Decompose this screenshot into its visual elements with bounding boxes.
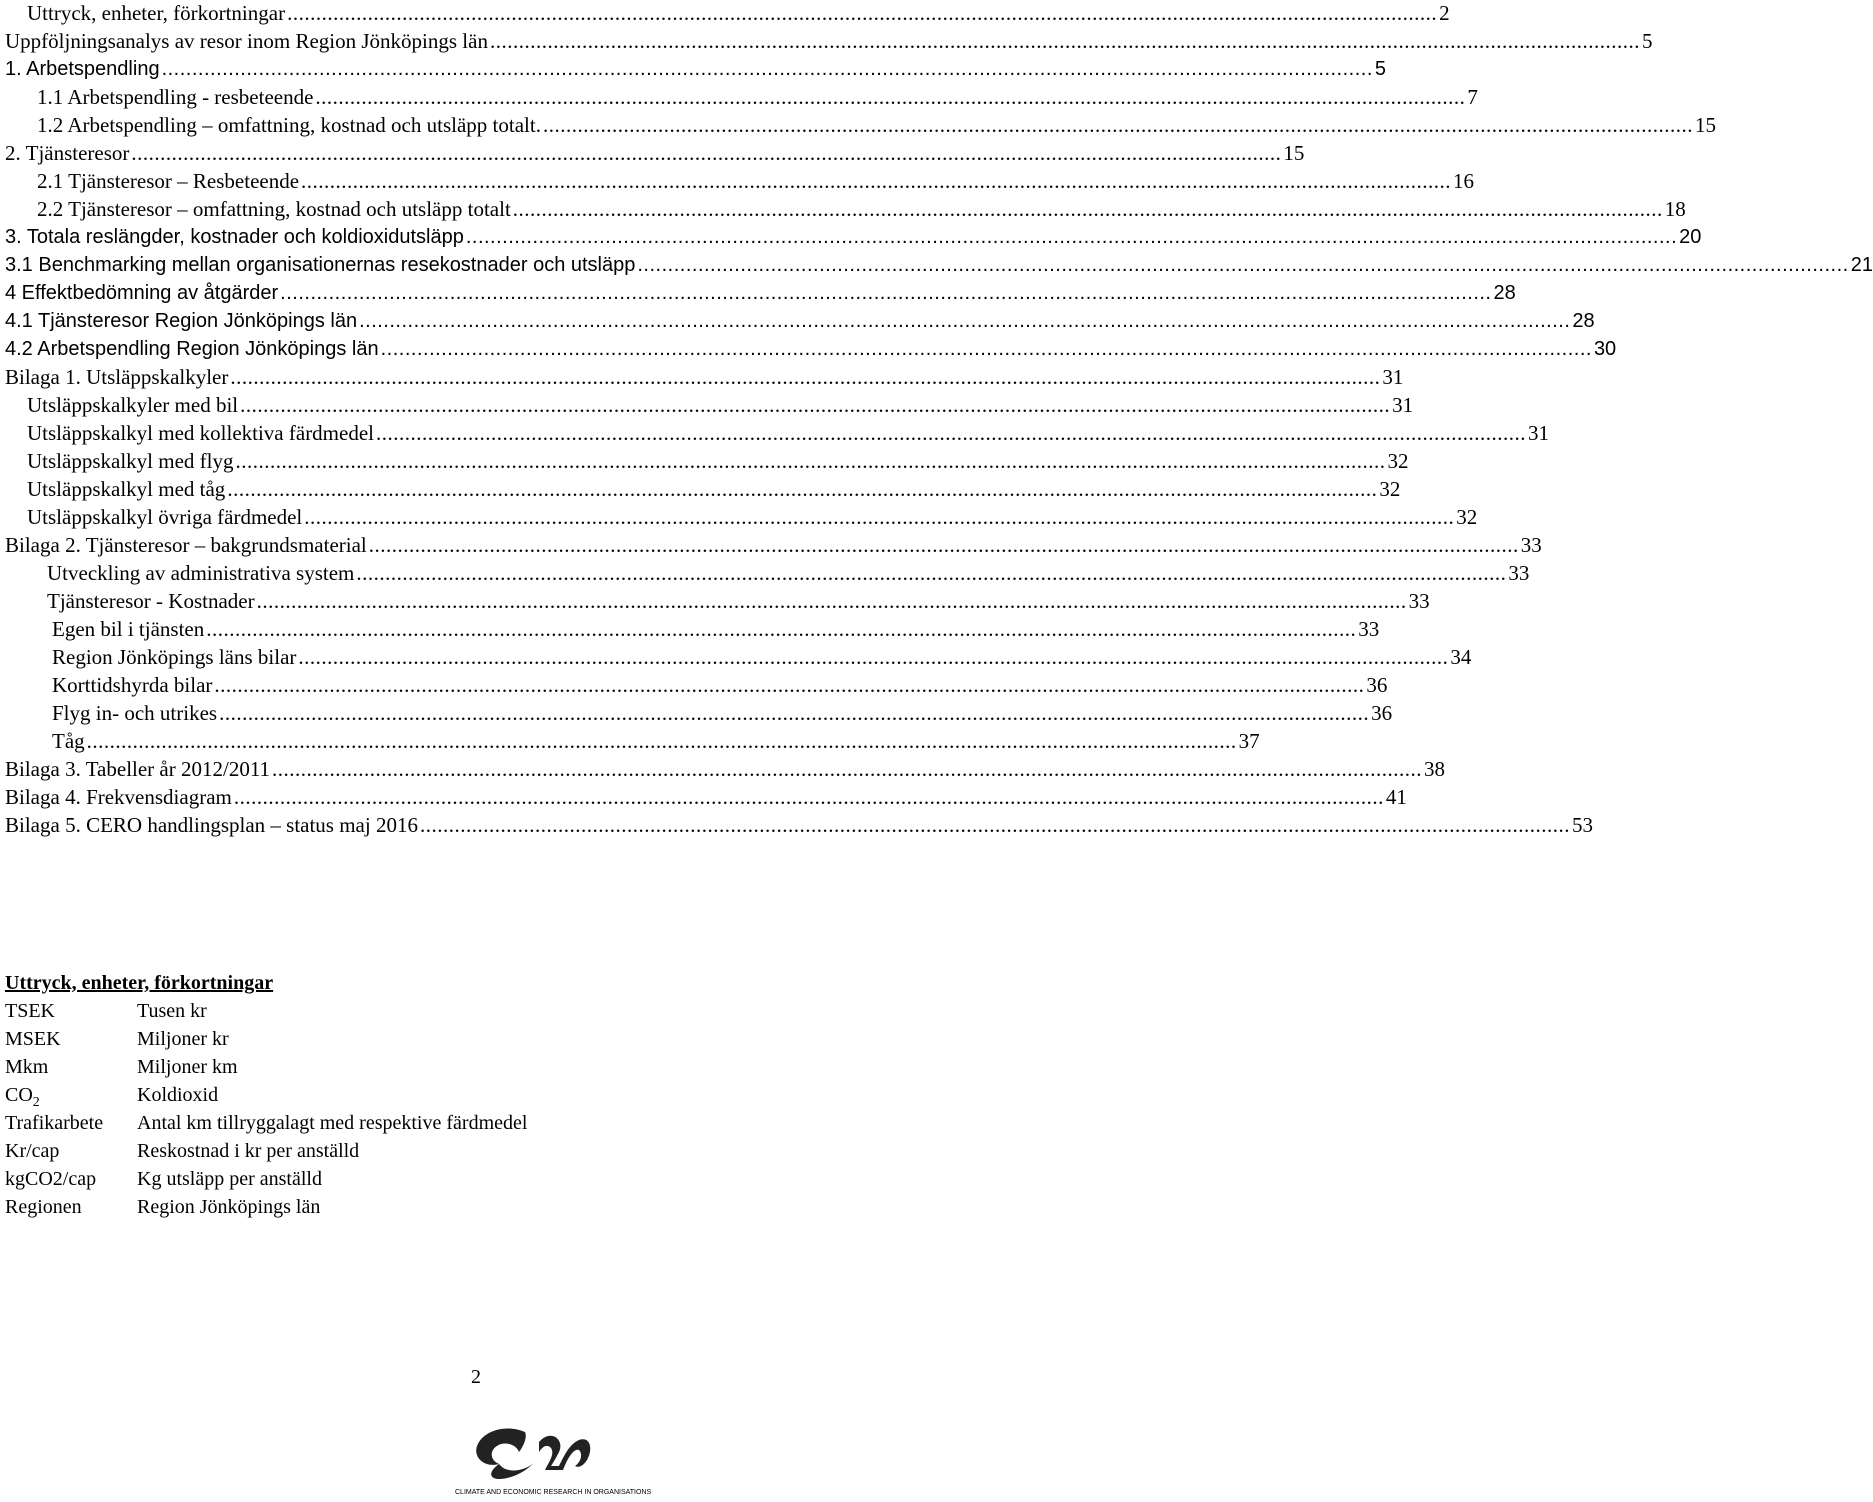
toc-leader-dots: ........................................................................................................................................................................................................ xyxy=(287,1,1438,25)
abbreviation-term: Regionen xyxy=(5,1196,82,1218)
abbreviation-term: MSEK xyxy=(5,1028,61,1050)
logo-caption: CLIMATE AND ECONOMIC RESEARCH IN ORGANISATIONS xyxy=(455,1489,652,1496)
toc-leader-dots: ........................................................................................................................................................................................................ xyxy=(161,58,1373,80)
toc-entry-label: Utsläppskalkyler med bil xyxy=(27,393,239,417)
toc-entry-label: Uppföljningsanalys av resor inom Region Jönköpings län xyxy=(5,29,488,53)
toc-leader-dots: ........................................................................................................................................................................................................ xyxy=(380,338,1592,360)
toc-entry-page: 2 xyxy=(1439,1,1450,25)
toc-leader-dots: ........................................................................................................................................................................................................ xyxy=(512,197,1663,221)
toc-entry[interactable] xyxy=(47,560,1530,586)
toc-entry[interactable] xyxy=(52,728,1260,754)
toc-entry[interactable] xyxy=(52,700,1393,726)
toc-entry-page: 20 xyxy=(1679,226,1702,248)
toc-leader-dots: ........................................................................................................................................................................................................ xyxy=(240,393,1391,417)
toc-entry-page: 7 xyxy=(1467,85,1478,109)
abbreviation-term: kgCO2/cap xyxy=(5,1168,97,1190)
abbreviation-meaning: Miljoner km xyxy=(137,1056,238,1078)
toc-entry-label: Utveckling av administrativa system xyxy=(47,561,355,585)
toc-entry-page: 32 xyxy=(1387,449,1409,473)
toc-entry-label: 1. Arbetspendling xyxy=(5,58,160,80)
toc-entry-page: 31 xyxy=(1528,421,1549,445)
abbreviation-meaning: Kg utsläpp per anställd xyxy=(137,1168,322,1190)
toc-entry-label: Flyg in- och utrikes xyxy=(52,701,218,725)
toc-entry[interactable] xyxy=(5,28,1653,54)
toc-entry[interactable] xyxy=(27,448,1409,474)
toc-entry-page: 31 xyxy=(1382,365,1404,389)
toc-entry-label: Utsläppskalkyl med tåg xyxy=(27,477,226,501)
toc-entry-page: 18 xyxy=(1664,197,1686,221)
toc-entry[interactable] xyxy=(27,504,1478,530)
toc-entry-label: 3. Totala reslängder, kostnader och koldioxidutsläpp xyxy=(5,226,464,248)
toc-leader-dots: ........................................................................................................................................................................................................ xyxy=(272,757,1423,781)
toc-entry[interactable] xyxy=(5,56,1387,82)
toc-entry-page: 36 xyxy=(1371,701,1393,725)
toc-entry-page: 5 xyxy=(1374,58,1387,80)
toc-entry-label: Uttryck, enheter, förkortningar xyxy=(27,1,286,25)
toc-entry-page: 34 xyxy=(1450,645,1472,669)
toc-entry[interactable] xyxy=(52,616,1380,642)
toc-entry-label: Korttidshyrda bilar xyxy=(52,673,213,697)
toc-leader-dots: ........................................................................................................................................................................................................ xyxy=(542,113,1693,137)
toc-entry[interactable] xyxy=(5,140,1305,166)
toc-leader-dots: ........................................................................................................................................................................................................ xyxy=(235,449,1386,473)
toc-leader-dots: ........................................................................................................................................................................................................ xyxy=(227,477,1378,501)
toc-leader-dots: ........................................................................................................................................................................................................ xyxy=(298,645,1449,669)
toc-leader-dots: ........................................................................................................................................................................................................ xyxy=(637,254,1849,276)
toc-leader-dots: ........................................................................................................................................................................................................ xyxy=(256,589,1407,613)
toc-entry-page: 28 xyxy=(1493,282,1516,304)
toc-entry[interactable] xyxy=(52,672,1388,698)
toc-entry-page: 15 xyxy=(1283,141,1305,165)
toc-entry-label: 1.2 Arbetspendling – omfattning, kostnad och utsläpp totalt. xyxy=(37,113,541,137)
toc-entry-label: 4 Effektbedömning av åtgärder xyxy=(5,282,279,304)
toc-entry-label: Bilaga 1. Utsläppskalkyler xyxy=(5,365,229,389)
toc-leader-dots: ........................................................................................................................................................................................................ xyxy=(376,421,1526,445)
abbreviation-meaning: Miljoner kr xyxy=(137,1028,229,1050)
toc-entry-label: 2.2 Tjänsteresor – omfattning, kostnad och utsläpp totalt xyxy=(37,197,511,221)
toc-entry-label: Utsläppskalkyl med kollektiva färdmedel xyxy=(27,421,374,445)
toc-entry-label: 2. Tjänsteresor xyxy=(5,141,130,165)
toc-entry[interactable] xyxy=(5,336,1617,362)
toc-entry[interactable] xyxy=(5,784,1407,810)
abbreviation-term: Trafikarbete xyxy=(5,1112,104,1134)
toc-entry-label: 1.1 Arbetspendling - resbeteende xyxy=(37,85,314,109)
abbreviation-term-subscript: 2 xyxy=(32,1095,40,1110)
toc-entry[interactable] xyxy=(52,644,1472,670)
toc-entry[interactable] xyxy=(27,0,1450,26)
toc-entry-label: 4.1 Tjänsteresor Region Jönköpings län xyxy=(5,310,358,332)
toc-entry[interactable] xyxy=(37,112,1716,138)
abbreviation-term-base: CO xyxy=(5,1084,33,1106)
toc-leader-dots: ........................................................................................................................................................................................................ xyxy=(214,673,1365,697)
cero-logo-icon xyxy=(455,1418,655,1497)
toc-entry-page: 15 xyxy=(1694,113,1716,137)
toc-leader-dots: ........................................................................................................................................................................................................ xyxy=(359,310,1571,332)
toc-entry-label: Region Jönköpings läns bilar xyxy=(52,645,297,669)
toc-entry-label: Egen bil i tjänsten xyxy=(52,617,205,641)
toc-entry-label: Bilaga 2. Tjänsteresor – bakgrundsmaterial xyxy=(5,533,367,557)
toc-entry-label: Tåg xyxy=(52,729,85,753)
toc-leader-dots: ........................................................................................................................................................................................................ xyxy=(489,29,1640,53)
toc-entry-label: Bilaga 3. Tabeller år 2012/2011 xyxy=(5,757,271,781)
toc-entry[interactable] xyxy=(5,308,1595,334)
toc-leader-dots: ........................................................................................................................................................................................................ xyxy=(219,701,1370,725)
toc-leader-dots: ........................................................................................................................................................................................................ xyxy=(368,533,1519,557)
toc-entry[interactable] xyxy=(5,756,1446,782)
abbreviation-term: Kr/cap xyxy=(5,1140,60,1162)
toc-entry-page: 41 xyxy=(1385,785,1407,809)
abbreviation-term: TSEK xyxy=(5,1000,55,1022)
toc-entry-label: Bilaga 4. Frekvensdiagram xyxy=(5,785,232,809)
abbreviations-heading: Uttryck, enheter, förkortningar xyxy=(5,972,274,994)
toc-entry-page: 33 xyxy=(1520,533,1542,557)
toc-leader-dots: ........................................................................................................................................................................................................ xyxy=(233,785,1384,809)
abbreviation-meaning: Tusen kr xyxy=(137,1000,207,1022)
toc-entry-label: Tjänsteresor - Kostnader xyxy=(47,589,255,613)
toc-entry-page: 32 xyxy=(1456,505,1478,529)
page-number: 2 xyxy=(471,1366,481,1388)
toc-entry-page: 33 xyxy=(1508,561,1530,585)
toc-entry-page: 21 xyxy=(1850,254,1873,276)
toc-leader-dots: ........................................................................................................................................................................................................ xyxy=(280,282,1492,304)
toc-entry[interactable] xyxy=(5,252,1873,278)
toc-entry-page: 32 xyxy=(1379,477,1401,501)
toc-entry[interactable] xyxy=(5,532,1542,558)
abbreviation-meaning: Reskostnad i kr per anställd xyxy=(137,1140,360,1162)
toc-entry-page: 16 xyxy=(1453,169,1475,193)
toc-entry-label: Bilaga 5. CERO handlingsplan – status maj 2016 xyxy=(5,813,418,837)
toc-entry[interactable] xyxy=(5,280,1516,306)
toc-entry[interactable] xyxy=(37,196,1686,222)
toc-leader-dots: ........................................................................................................................................................................................................ xyxy=(419,813,1570,837)
abbreviation-meaning: Koldioxid xyxy=(137,1084,219,1106)
toc-entry[interactable] xyxy=(37,84,1478,110)
toc-entry-page: 28 xyxy=(1572,310,1595,332)
toc-entry-label: 4.2 Arbetspendling Region Jönköpings län xyxy=(5,338,379,360)
toc-entry-page: 33 xyxy=(1408,589,1430,613)
abbreviation-meaning: Antal km tillryggalagt med respektive färdmedel xyxy=(137,1112,528,1134)
toc-entry[interactable] xyxy=(5,364,1404,390)
toc-leader-dots: ........................................................................................................................................................................................................ xyxy=(465,226,1678,248)
toc-leader-dots: ........................................................................................................................................................................................................ xyxy=(131,141,1282,165)
toc-entry[interactable] xyxy=(5,224,1702,250)
abbreviation-meaning: Region Jönköpings län xyxy=(137,1196,321,1218)
toc-leader-dots: ........................................................................................................................................................................................................ xyxy=(304,505,1455,529)
abbreviation-term: Mkm xyxy=(5,1056,49,1078)
toc-entry-page: 38 xyxy=(1424,757,1446,781)
toc-entry-page: 30 xyxy=(1593,338,1617,360)
toc-leader-dots: ........................................................................................................................................................................................................ xyxy=(301,169,1452,193)
toc-entry-label: Utsläppskalkyl övriga färdmedel xyxy=(27,505,303,529)
toc-entry-page: 5 xyxy=(1641,29,1653,53)
toc-entry-label: 3.1 Benchmarking mellan organisationernas resekostnader och utsläpp xyxy=(5,254,636,276)
toc-entry-page: 33 xyxy=(1358,617,1380,641)
toc-entry[interactable] xyxy=(47,588,1430,614)
toc-entry-label: Utsläppskalkyl med flyg xyxy=(27,449,234,473)
toc-entry[interactable] xyxy=(27,476,1401,502)
toc-leader-dots: ........................................................................................................................................................................................................ xyxy=(230,365,1381,389)
toc-entry[interactable] xyxy=(27,392,1414,418)
toc-leader-dots: ........................................................................................................................................................................................................ xyxy=(315,85,1466,109)
toc-entry-page: 37 xyxy=(1238,729,1260,753)
toc-leader-dots: ........................................................................................................................................................................................................ xyxy=(86,729,1237,753)
toc-entry-page: 36 xyxy=(1366,673,1388,697)
toc-entry-page: 31 xyxy=(1392,393,1414,417)
toc-entry-page: 53 xyxy=(1571,813,1593,837)
toc-entry[interactable] xyxy=(5,812,1593,838)
toc-entry[interactable] xyxy=(37,168,1475,194)
toc-entry-label: 2.1 Tjänsteresor – Resbeteende xyxy=(37,169,300,193)
toc-leader-dots: ........................................................................................................................................................................................................ xyxy=(356,561,1507,585)
toc-leader-dots: ........................................................................................................................................................................................................ xyxy=(206,617,1357,641)
toc-entry[interactable] xyxy=(27,420,1549,446)
cero-logo xyxy=(455,1418,655,1497)
